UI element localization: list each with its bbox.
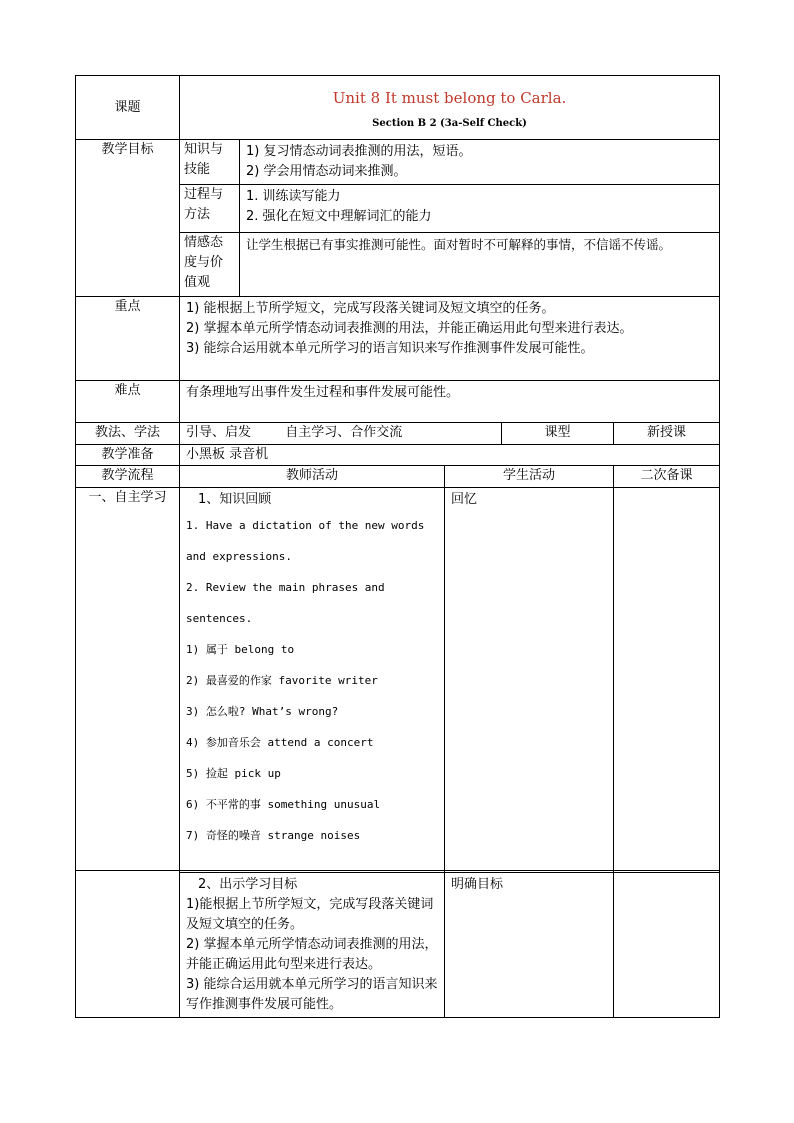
methods-label: 教法、学法 xyxy=(76,423,180,445)
key-points-label: 重点 xyxy=(76,297,180,381)
process-header-flow: 教学流程 xyxy=(76,466,180,488)
page-title: Unit 8 It must belong to Carla. xyxy=(332,89,567,107)
stage-name: 一、自主学习 xyxy=(76,488,180,871)
activity-line: 4) 参加音乐会 attend a concert xyxy=(186,736,374,749)
difficulties-label: 难点 xyxy=(76,381,180,423)
activity-line: 1)能根据上节所学短文，完成写段落关键词及短文填空的任务。 xyxy=(186,897,434,932)
objectives-label: 教学目标 xyxy=(76,140,180,297)
activity-line: 3) 能综合运用就本单元所学习的语言知识来写作推测事件发展可能性。 xyxy=(186,977,438,1012)
title-cell xyxy=(180,76,720,140)
objective-line: 1) 复习情态动词表推测的用法，短语。 xyxy=(246,144,472,159)
teacher-activity xyxy=(180,873,445,1018)
activity-line: and expressions. xyxy=(186,550,292,563)
lesson-plan-table xyxy=(75,75,720,1018)
teacher-activity xyxy=(180,488,445,871)
key-point-line: 2) 掌握本单元所学情态动词表推测的用法，并能正确运用此句型来进行表达。 xyxy=(186,321,633,336)
student-activity: 回忆 xyxy=(445,488,614,871)
methods-value: 自主学习、合作交流 xyxy=(285,425,403,440)
objective-content xyxy=(240,140,720,185)
activity-line: 7) 奇怪的噪音 strange noises xyxy=(186,829,361,842)
objective-line: 2) 学会用情态动词来推测。 xyxy=(246,164,407,179)
process-header-teacher: 教师活动 xyxy=(180,466,445,488)
page-subtitle: Section B 2 (3a-Self Check) xyxy=(372,118,527,129)
activity-line: 3) 怎么啦? What’s wrong? xyxy=(186,705,339,718)
section-title: 1、知识回顾 xyxy=(198,492,272,507)
stage-name-empty xyxy=(76,873,180,1018)
preparation-value: 小黑板 录音机 xyxy=(180,445,720,466)
objective-category: 过程与方法 xyxy=(180,185,240,233)
lesson-type-label: 课型 xyxy=(502,423,614,445)
process-header-student: 学生活动 xyxy=(445,466,614,488)
activity-line: 2) 掌握本单元所学情态动词表推测的用法，并能正确运用此句型来进行表达。 xyxy=(186,937,438,972)
process-header-second: 二次备课 xyxy=(614,466,720,488)
objective-category: 情感态度与价值观 xyxy=(180,233,240,297)
lesson-type-value: 新授课 xyxy=(614,423,720,445)
activity-line: 2. Review the main phrases and xyxy=(186,581,385,594)
key-point-line: 3) 能综合运用就本单元所学习的语言知识来写作推测事件发展可能性。 xyxy=(186,341,594,356)
key-point-line: 1) 能根据上节所学短文，完成写段落关键词及短文填空的任务。 xyxy=(186,301,555,316)
key-points-content xyxy=(180,297,720,381)
objective-content xyxy=(240,185,720,233)
section-title: 2、出示学习目标 xyxy=(198,877,298,892)
activity-line: 1) 属于 belong to xyxy=(186,643,295,656)
activity-line: 6) 不平常的事 something unusual xyxy=(186,798,381,811)
difficulties-content: 有条理地写出事件发生过程和事件发展可能性。 xyxy=(180,381,720,423)
objective-line: 1. 训练读写能力 xyxy=(246,189,341,204)
preparation-label: 教学准备 xyxy=(76,445,180,466)
objective-line: 2. 强化在短文中理解词汇的能力 xyxy=(246,209,432,224)
objective-line: 让学生根据已有事实推测可能性。面对暂时不可解释的事情，不信谣不传谣。 xyxy=(246,237,672,252)
activity-line: sentences. xyxy=(186,612,253,625)
methods-value: 引导、启发 xyxy=(186,425,252,440)
methods-content xyxy=(180,423,502,445)
activity-line: 1. Have a dictation of the new words xyxy=(186,519,425,532)
objective-category: 知识与技能 xyxy=(180,140,240,185)
second-prep-cell xyxy=(614,873,720,1018)
topic-label: 课题 xyxy=(76,76,180,140)
lesson-plan xyxy=(75,75,719,1018)
activity-line: 2) 最喜爱的作家 favorite writer xyxy=(186,674,378,687)
objective-content xyxy=(240,233,720,297)
second-prep-cell xyxy=(614,488,720,871)
activity-line: 5) 捡起 pick up xyxy=(186,767,281,780)
student-activity: 明确目标 xyxy=(445,873,614,1018)
